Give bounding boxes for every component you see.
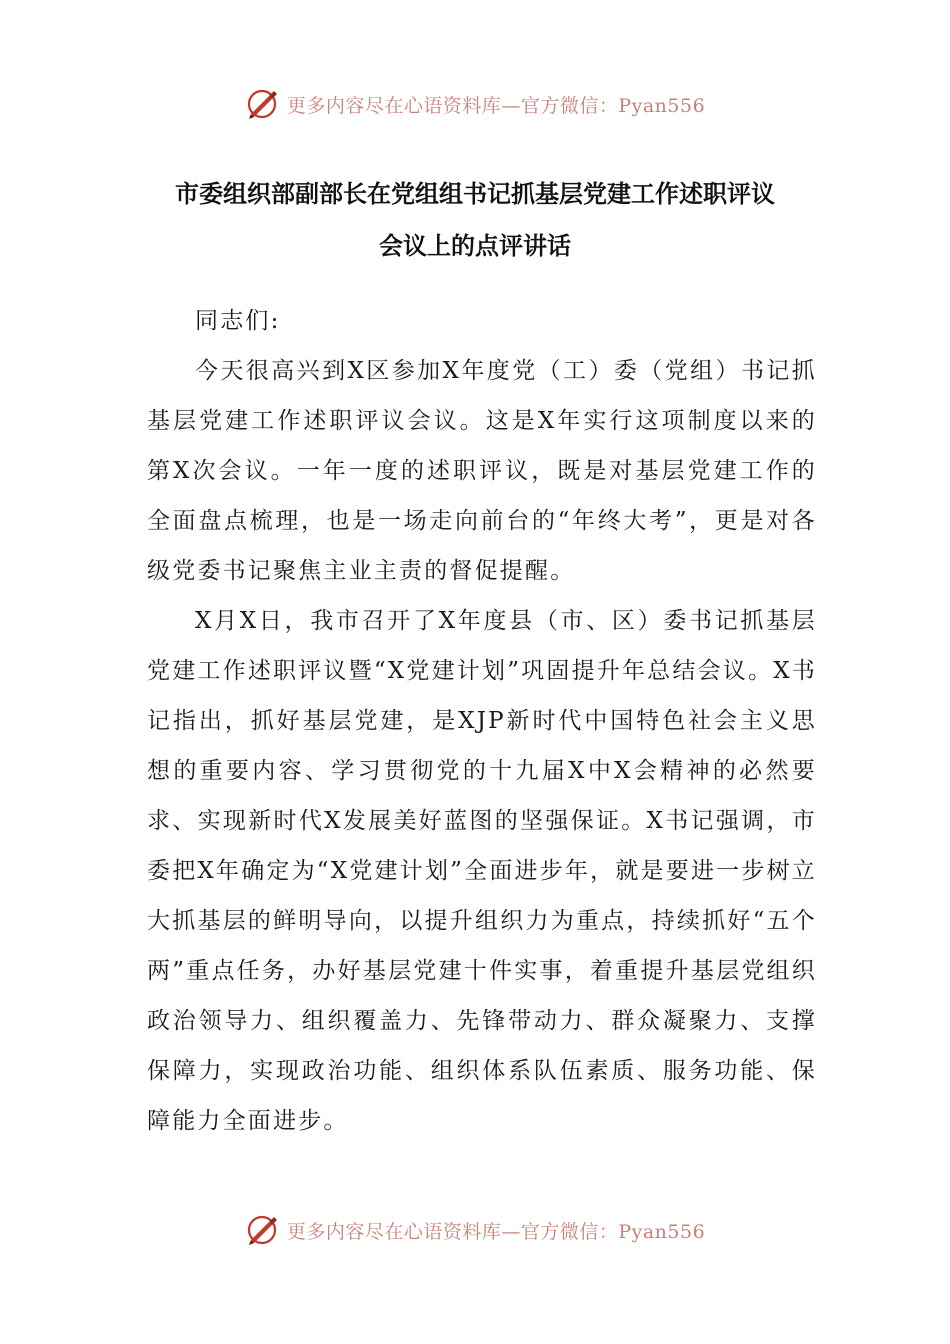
watermark-text: 更多内容尽在心语资料库—官方微信：Pyan556 <box>286 94 706 117</box>
paragraph-2: X月X日，我市召开了X年度县（市、区）委书记抓基层党建工作述职评议暨“X党建计划”巩固提升年总结会议。X书记指出，抓好基层党建，是XJP新时代中国特色社会主义思想的重要内容、学习贯彻党的十九届X中X会精神的必然要求、实现新时代X发展美好蓝图的坚强保证。X书记强调，市委把X年确定为“X党建计划”全面进步年，就是要进一步树立大抓基层的鲜明导向，以提升组织力为重点，持续抓好“五个两”重点任务，办好基层党建十件实事，着重提升基层党组织政治领导力、组织覆盖力、先锋带动力、群众凝聚力、支撑保障力，实现政治功能、组织体系队伍素质、服务功能、保障能力全面进步。 <box>147 608 817 1134</box>
watermark-text: 更多内容尽在心语资料库—官方微信：Pyan556 <box>286 1220 706 1243</box>
footer-watermark <box>0 1210 950 1250</box>
header-watermark <box>0 84 950 124</box>
salutation: 同志们: <box>195 308 281 334</box>
pen-logo-icon <box>245 87 279 121</box>
pen-logo-icon <box>245 1213 279 1247</box>
paragraph-1: 今天很高兴到X区参加X年度党（工）委（党组）书记抓基层党建工作述职评议会议。这是X年实行这项制度以来的第X次会议。一年一度的述职评议，既是对基层党建工作的全面盘点梳理，也是一场走向前台的“年终大考”，更是对各级党委书记聚焦主业主责的督促提醒。 <box>147 358 817 584</box>
document-body <box>147 296 817 1146</box>
document-title-line2: 会议上的点评讲话 <box>379 232 571 260</box>
document-title-line1: 市委组织部副部长在党组组书记抓基层党建工作述职评议 <box>175 180 775 208</box>
